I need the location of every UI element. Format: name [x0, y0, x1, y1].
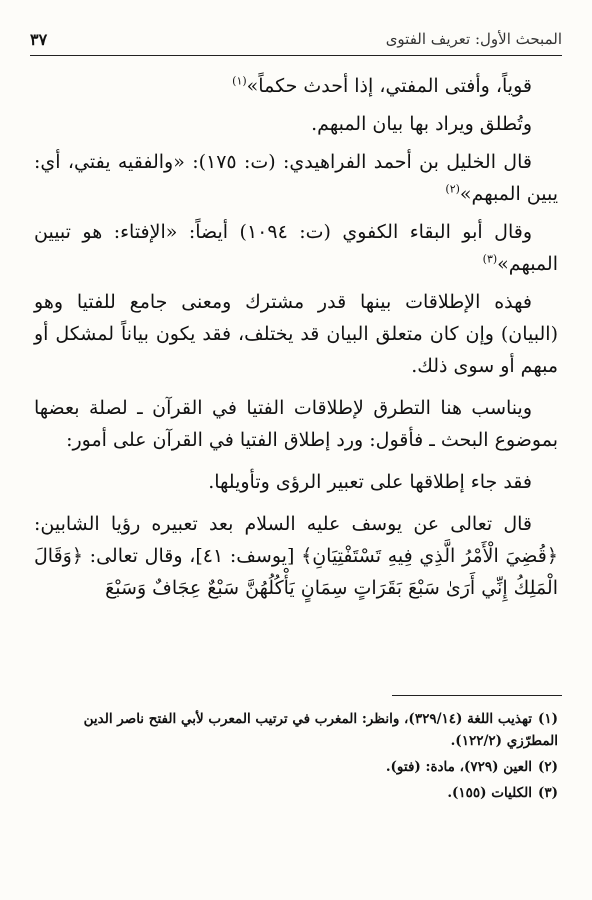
paragraph-7: فقد جاء إطلاقها على تعبير الرؤى وتأويلها.: [208, 471, 532, 493]
footnote-ref-2[interactable]: (٢): [445, 182, 460, 196]
footnote-1: (١)تهذيب اللغة (٣٢٩/١٤)، وانظر: المغرب في ترتيب المعرب لأبي الفتح ناصر الدين المطرّزي (١٢٢/٢).: [83, 711, 558, 749]
running-head: [30, 30, 562, 52]
footnote-ref-3[interactable]: (٣): [482, 252, 498, 266]
header-rule: [30, 55, 562, 56]
page-number: ٣٧: [30, 30, 48, 49]
body-text: [34, 70, 558, 614]
paragraph-8: قال تعالى عن يوسف عليه السلام بعد تعبيره رؤيا الشابين: ﴿قُضِيَ الْأَمْرُ الَّذِي فِيهِ تَسْتَفْتِيَانِ﴾ [يوسف: ٤١]، وقال تعالى: ﴿وَقَالَ الْمَلِكُ إِنِّي أَرَىٰ سَبْعَ بَقَرَاتٍ سِمَانٍ يَأْكُلُهُنَّ سَبْعٌ عِجَافٌ وَسَبْعَ: [34, 513, 558, 599]
paragraph-4: وقال أبو البقاء الكفوي (ت: ١٠٩٤) أيضاً: «الإفتاء: هو تبيين المبهم»$^{(٣)}$: [34, 221, 558, 275]
running-title: المبحث الأول: تعريف الفتوى: [385, 30, 562, 48]
footnote-separator: [392, 695, 562, 696]
footnote-3: (٣)الكليات (١٥٥).: [447, 785, 558, 801]
paragraph-6: ويناسب هنا التطرق لإطلاقات الفتيا في القرآن ـ لصلة بعضها بموضوع البحث ـ فأقول: ورد إطلاق الفتيا في القرآن على أمور:: [34, 397, 558, 451]
paragraph-2: وتُطلق ويراد بها بيان المبهم.: [311, 113, 532, 135]
paragraph-1: قوياً، وأفتى المفتي، إذا أحدث حكماً»$^{(١)}$: [232, 74, 532, 97]
footnote-2: (٢)العين (٧٢٩)، مادة: (فتو).: [385, 759, 558, 775]
footnotes: [34, 708, 558, 808]
paragraph-5: فهذه الإطلاقات بينها قدر مشترك ومعنى جامع للفتيا وهو (البيان) وإن كان متعلق البيان قد يختلف، فقد يكون بياناً لمشكل أو مبهم أو سوى ذلك.: [34, 291, 558, 377]
paragraph-3: قال الخليل بن أحمد الفراهيدي: (ت: ١٧٥): «والفقيه يفتي، أي: يبين المبهم»$^{(٢)}$: [34, 151, 558, 205]
footnote-ref-1[interactable]: (١): [232, 74, 247, 88]
